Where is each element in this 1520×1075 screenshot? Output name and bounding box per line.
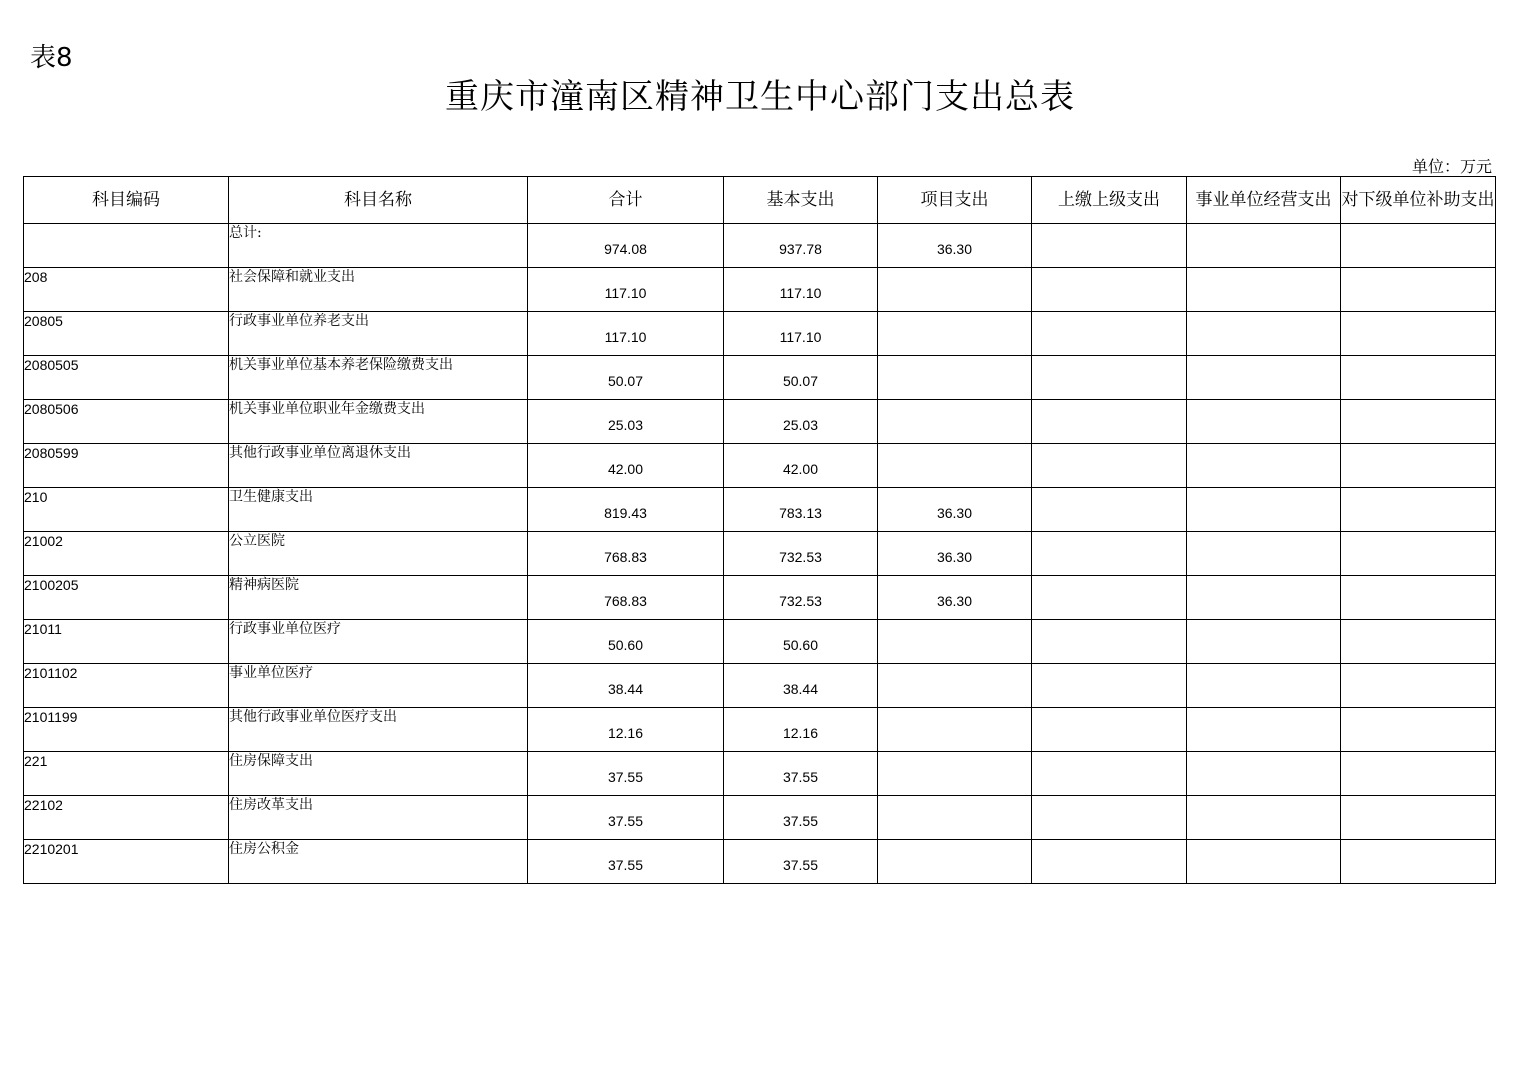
cell-name: 机关事业单位职业年金缴费支出 bbox=[229, 400, 528, 444]
cell-business bbox=[1187, 268, 1341, 312]
cell-subsidy bbox=[1341, 576, 1496, 620]
cell-subsidy bbox=[1341, 840, 1496, 884]
cell-total: 37.55 bbox=[528, 752, 724, 796]
table-row bbox=[24, 752, 1496, 796]
header-row bbox=[24, 177, 1496, 224]
cell-name: 总计: bbox=[229, 224, 528, 268]
col-header-business: 事业单位经营支出 bbox=[1187, 177, 1341, 224]
table-row bbox=[24, 532, 1496, 576]
cell-subsidy bbox=[1341, 312, 1496, 356]
cell-project: 36.30 bbox=[878, 224, 1032, 268]
cell-upper bbox=[1032, 356, 1187, 400]
table-number: 表8 bbox=[30, 43, 73, 73]
cell-subsidy bbox=[1341, 444, 1496, 488]
cell-upper bbox=[1032, 312, 1187, 356]
cell-upper bbox=[1032, 576, 1187, 620]
cell-code: 2080599 bbox=[24, 444, 229, 488]
col-header-basic: 基本支出 bbox=[724, 177, 878, 224]
cell-basic: 50.07 bbox=[724, 356, 878, 400]
cell-upper bbox=[1032, 796, 1187, 840]
cell-project bbox=[878, 708, 1032, 752]
cell-business bbox=[1187, 576, 1341, 620]
cell-total: 25.03 bbox=[528, 400, 724, 444]
cell-basic: 37.55 bbox=[724, 796, 878, 840]
cell-code: 2210201 bbox=[24, 840, 229, 884]
cell-subsidy bbox=[1341, 532, 1496, 576]
cell-total: 37.55 bbox=[528, 796, 724, 840]
table-row bbox=[24, 620, 1496, 664]
cell-project bbox=[878, 312, 1032, 356]
cell-total: 42.00 bbox=[528, 444, 724, 488]
cell-total: 38.44 bbox=[528, 664, 724, 708]
cell-business bbox=[1187, 708, 1341, 752]
table-row bbox=[24, 840, 1496, 884]
table-row bbox=[24, 664, 1496, 708]
cell-code: 2080505 bbox=[24, 356, 229, 400]
cell-basic: 50.60 bbox=[724, 620, 878, 664]
cell-total: 37.55 bbox=[528, 840, 724, 884]
cell-name: 机关事业单位基本养老保险缴费支出 bbox=[229, 356, 528, 400]
cell-project bbox=[878, 400, 1032, 444]
col-header-subsidy: 对下级单位补助支出 bbox=[1341, 177, 1496, 224]
cell-business bbox=[1187, 400, 1341, 444]
cell-business bbox=[1187, 224, 1341, 268]
cell-code: 221 bbox=[24, 752, 229, 796]
cell-total: 768.83 bbox=[528, 532, 724, 576]
cell-upper bbox=[1032, 224, 1187, 268]
table-row bbox=[24, 488, 1496, 532]
cell-project bbox=[878, 268, 1032, 312]
cell-code: 20805 bbox=[24, 312, 229, 356]
cell-total: 117.10 bbox=[528, 268, 724, 312]
cell-code: 210 bbox=[24, 488, 229, 532]
cell-name: 事业单位医疗 bbox=[229, 664, 528, 708]
cell-business bbox=[1187, 620, 1341, 664]
cell-name: 行政事业单位医疗 bbox=[229, 620, 528, 664]
cell-code: 2100205 bbox=[24, 576, 229, 620]
page-title: 重庆市潼南区精神卫生中心部门支出总表 bbox=[445, 77, 1075, 117]
cell-name: 其他行政事业单位离退休支出 bbox=[229, 444, 528, 488]
cell-name: 行政事业单位养老支出 bbox=[229, 312, 528, 356]
cell-business bbox=[1187, 312, 1341, 356]
cell-project bbox=[878, 664, 1032, 708]
cell-total: 768.83 bbox=[528, 576, 724, 620]
cell-upper bbox=[1032, 400, 1187, 444]
cell-subsidy bbox=[1341, 400, 1496, 444]
unit-label: 单位：万元 bbox=[1411, 157, 1492, 176]
cell-upper bbox=[1032, 708, 1187, 752]
cell-name: 其他行政事业单位医疗支出 bbox=[229, 708, 528, 752]
cell-code: 2101102 bbox=[24, 664, 229, 708]
cell-basic: 117.10 bbox=[724, 268, 878, 312]
cell-subsidy bbox=[1341, 488, 1496, 532]
cell-business bbox=[1187, 532, 1341, 576]
cell-subsidy bbox=[1341, 752, 1496, 796]
cell-name: 精神病医院 bbox=[229, 576, 528, 620]
cell-total: 819.43 bbox=[528, 488, 724, 532]
cell-total: 12.16 bbox=[528, 708, 724, 752]
col-header-project: 项目支出 bbox=[878, 177, 1032, 224]
cell-subsidy bbox=[1341, 664, 1496, 708]
cell-project: 36.30 bbox=[878, 576, 1032, 620]
cell-basic: 732.53 bbox=[724, 532, 878, 576]
table-row bbox=[24, 796, 1496, 840]
cell-business bbox=[1187, 796, 1341, 840]
cell-project bbox=[878, 444, 1032, 488]
cell-upper bbox=[1032, 268, 1187, 312]
cell-upper bbox=[1032, 840, 1187, 884]
cell-subsidy bbox=[1341, 708, 1496, 752]
table-row bbox=[24, 576, 1496, 620]
cell-name: 公立医院 bbox=[229, 532, 528, 576]
expenditure-table bbox=[23, 176, 1496, 884]
cell-code: 21011 bbox=[24, 620, 229, 664]
cell-subsidy bbox=[1341, 796, 1496, 840]
table-row bbox=[24, 356, 1496, 400]
cell-upper bbox=[1032, 752, 1187, 796]
table-row bbox=[24, 400, 1496, 444]
cell-business bbox=[1187, 444, 1341, 488]
cell-project bbox=[878, 620, 1032, 664]
table-row bbox=[24, 268, 1496, 312]
cell-business bbox=[1187, 840, 1341, 884]
cell-code: 2080506 bbox=[24, 400, 229, 444]
cell-basic: 42.00 bbox=[724, 444, 878, 488]
cell-code: 22102 bbox=[24, 796, 229, 840]
cell-basic: 937.78 bbox=[724, 224, 878, 268]
cell-name: 社会保障和就业支出 bbox=[229, 268, 528, 312]
cell-subsidy bbox=[1341, 268, 1496, 312]
table-row bbox=[24, 312, 1496, 356]
cell-total: 974.08 bbox=[528, 224, 724, 268]
cell-upper bbox=[1032, 620, 1187, 664]
cell-total: 117.10 bbox=[528, 312, 724, 356]
cell-upper bbox=[1032, 444, 1187, 488]
cell-code bbox=[24, 224, 229, 268]
cell-project: 36.30 bbox=[878, 488, 1032, 532]
cell-business bbox=[1187, 488, 1341, 532]
cell-code: 21002 bbox=[24, 532, 229, 576]
cell-name: 卫生健康支出 bbox=[229, 488, 528, 532]
cell-project bbox=[878, 840, 1032, 884]
cell-upper bbox=[1032, 664, 1187, 708]
cell-business bbox=[1187, 752, 1341, 796]
table-row bbox=[24, 444, 1496, 488]
cell-project: 36.30 bbox=[878, 532, 1032, 576]
cell-subsidy bbox=[1341, 224, 1496, 268]
cell-basic: 117.10 bbox=[724, 312, 878, 356]
cell-subsidy bbox=[1341, 356, 1496, 400]
cell-basic: 12.16 bbox=[724, 708, 878, 752]
cell-project bbox=[878, 796, 1032, 840]
cell-basic: 37.55 bbox=[724, 752, 878, 796]
cell-project bbox=[878, 752, 1032, 796]
cell-code: 2101199 bbox=[24, 708, 229, 752]
table-row bbox=[24, 224, 1496, 268]
cell-basic: 25.03 bbox=[724, 400, 878, 444]
cell-business bbox=[1187, 356, 1341, 400]
cell-basic: 37.55 bbox=[724, 840, 878, 884]
cell-total: 50.07 bbox=[528, 356, 724, 400]
cell-basic: 38.44 bbox=[724, 664, 878, 708]
cell-upper bbox=[1032, 488, 1187, 532]
cell-name: 住房改革支出 bbox=[229, 796, 528, 840]
cell-code: 208 bbox=[24, 268, 229, 312]
cell-upper bbox=[1032, 532, 1187, 576]
cell-total: 50.60 bbox=[528, 620, 724, 664]
col-header-code: 科目编码 bbox=[24, 177, 229, 224]
cell-name: 住房公积金 bbox=[229, 840, 528, 884]
col-header-name: 科目名称 bbox=[229, 177, 528, 224]
cell-basic: 783.13 bbox=[724, 488, 878, 532]
cell-project bbox=[878, 356, 1032, 400]
cell-business bbox=[1187, 664, 1341, 708]
table-row bbox=[24, 708, 1496, 752]
col-header-upper: 上缴上级支出 bbox=[1032, 177, 1187, 224]
col-header-total: 合计 bbox=[528, 177, 724, 224]
cell-name: 住房保障支出 bbox=[229, 752, 528, 796]
cell-basic: 732.53 bbox=[724, 576, 878, 620]
cell-subsidy bbox=[1341, 620, 1496, 664]
